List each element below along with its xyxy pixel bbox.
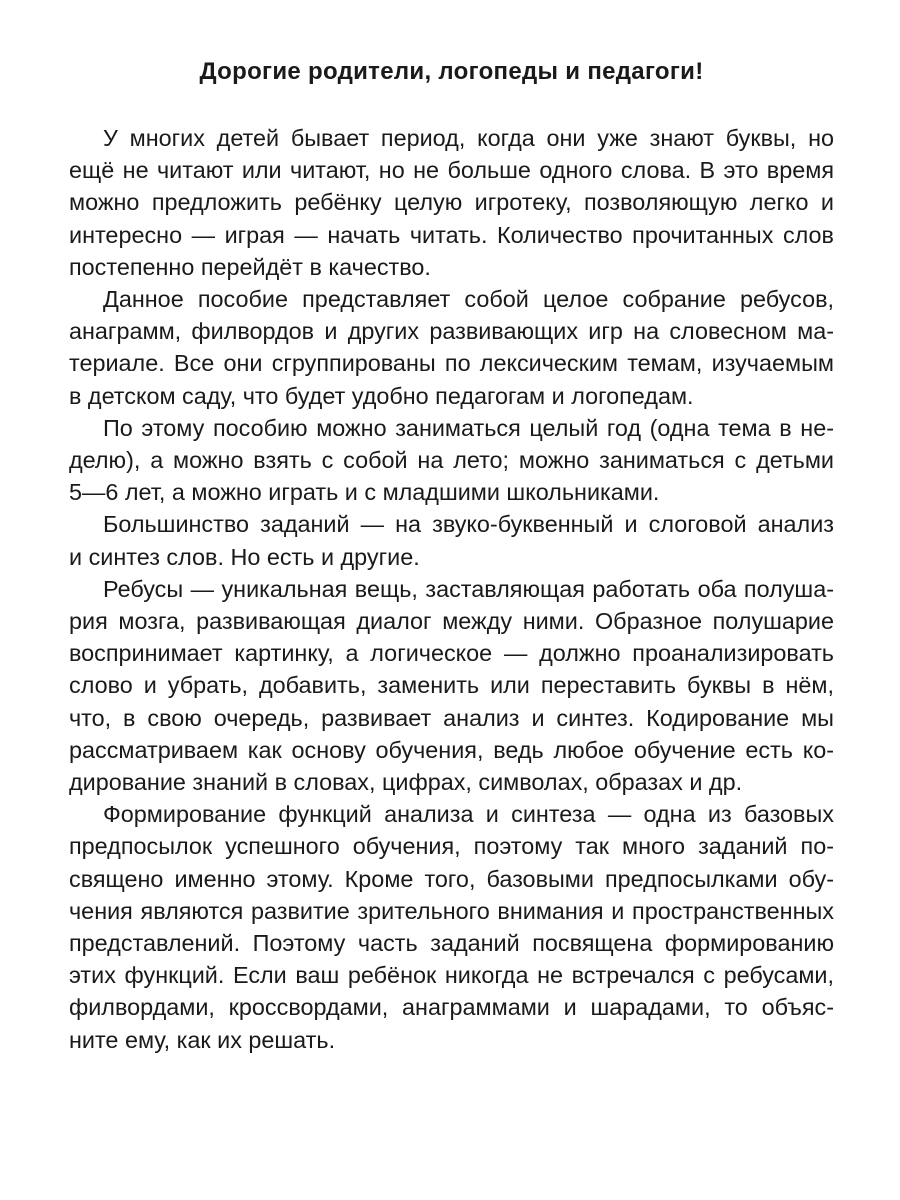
- paragraph: [69, 122, 834, 283]
- paragraph: [69, 283, 834, 412]
- text-line: По этому пособию можно заниматься целый год (одна тема в не-: [103, 414, 834, 441]
- text-line: представлений. Поэтому часть заданий посвящена формированию: [69, 930, 834, 957]
- text-line: что, в свою очередь, развивает анализ и синтез. Кодирование мы: [69, 704, 834, 731]
- text-line: священо именно этому. Кроме того, базовыми предпосылками обу-: [69, 865, 834, 892]
- text-line: Большинство заданий — на звуко-буквенный и слоговой анализ: [103, 511, 834, 538]
- text-line: териале. Все они сгруппированы по лексическим темам, изучаемым: [69, 350, 834, 377]
- text-line: филвордами, кроссвордами, анаграммами и шарадами, то объяс-: [69, 994, 834, 1021]
- text-line: воспринимает картинку, а логическое — должно проанализировать: [69, 640, 834, 667]
- paragraph: [69, 798, 834, 1056]
- text-line: слово и убрать, добавить, заменить или переставить буквы в нём,: [69, 672, 834, 699]
- text-line: анаграмм, филвордов и других развивающих игр на словесном ма-: [69, 318, 834, 345]
- text-line: предпосылок успешного обучения, поэтому так много заданий по-: [69, 833, 834, 860]
- text-line: делю), а можно взять с собой на лето; можно заниматься с детьми: [69, 447, 834, 474]
- text-line: Ребусы — уникальная вещь, заставляющая работать оба полуша-: [103, 575, 834, 602]
- text-line: интересно — играя — начать читать. Количество прочитанных слов: [69, 221, 834, 248]
- text-line: Формирование функций анализа и синтеза — одна из базовых: [103, 801, 834, 828]
- text-line: У многих детей бывает период, когда они уже знают буквы, но: [103, 125, 834, 151]
- paragraph: [69, 573, 834, 798]
- paragraph: [69, 412, 834, 509]
- paragraph: [69, 508, 834, 572]
- text-line: можно предложить ребёнку целую игротеку, позволяющую легко и: [69, 189, 834, 216]
- text-line: дирование знаний в словах, цифрах, символах, образах и др.: [69, 769, 743, 796]
- text-line: и синтез слов. Но есть и другие.: [69, 543, 420, 570]
- text-line: 5—6 лет, а можно играть и с младшими школьниками.: [69, 479, 660, 506]
- text-line: чения являются развитие зрительного внимания и пространственных: [69, 897, 834, 924]
- text-line: Данное пособие представляет собой целое собрание ребусов,: [103, 286, 834, 313]
- page-title: Дорогие родители, логопеды и педагоги!: [199, 58, 704, 85]
- text-line: этих функций. Если ваш ребёнок никогда не встречался с ребусами,: [69, 962, 834, 989]
- text-line: постепенно перейдёт в качество.: [69, 253, 431, 280]
- text-line: рия мозга, развивающая диалог между ними. Образное полушарие: [69, 608, 834, 635]
- text-line: ните ему, как их решать.: [69, 1026, 336, 1053]
- text-line: в детском саду, что будет удобно педагогам и логопедам.: [69, 382, 694, 409]
- body-text: [69, 122, 834, 1056]
- text-line: рассматриваем как основу обучения, ведь любое обучение есть ко-: [69, 736, 834, 763]
- text-line: ещё не читают или читают, но не больше одного слова. В это время: [69, 157, 834, 184]
